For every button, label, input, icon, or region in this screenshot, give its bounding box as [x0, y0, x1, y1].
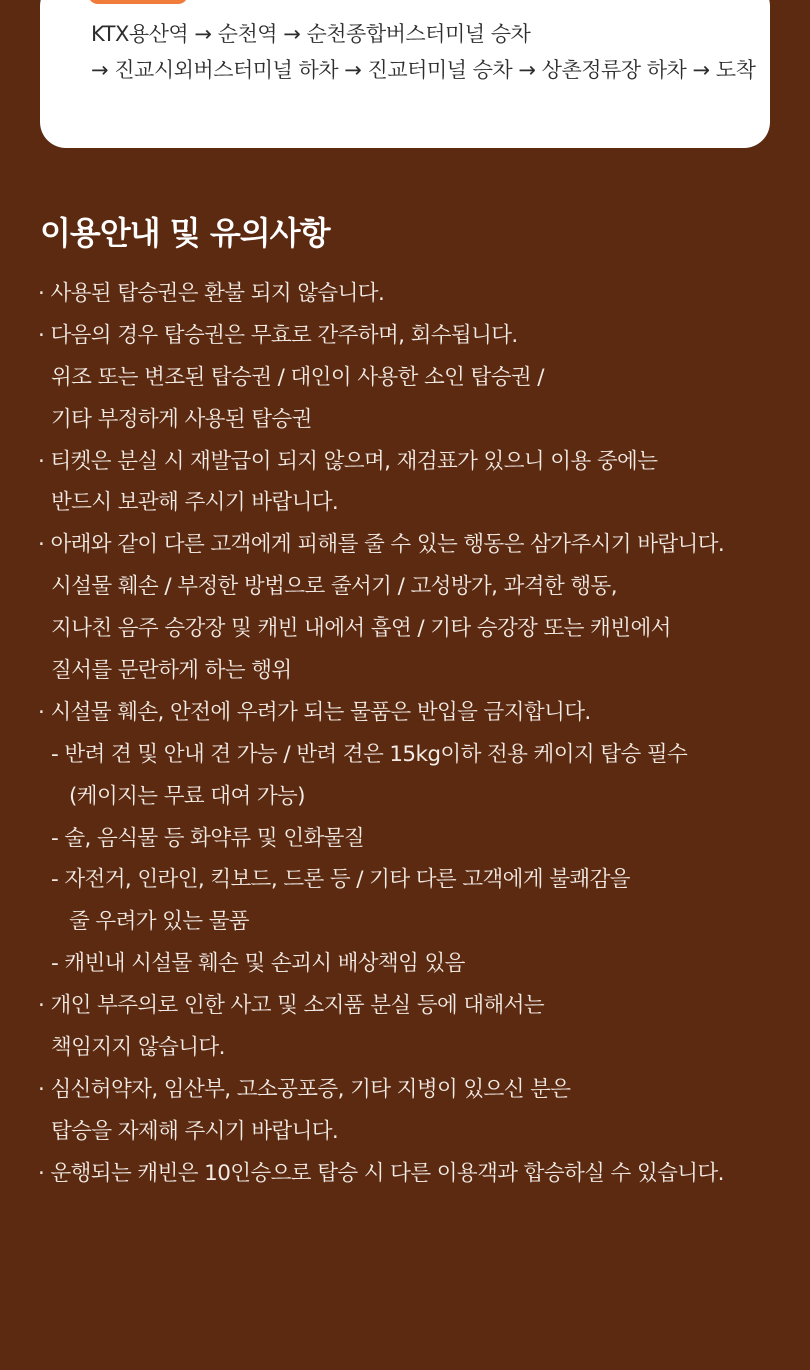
notice-line: · 개인 부주의로 인한 사고 및 소지품 분실 등에 대해서는	[38, 993, 545, 1019]
notice-line: 탑승을 자제해 주시기 바랍니다.	[51, 1118, 339, 1144]
notice-line: · 심신허약자, 임산부, 고소공포증, 기타 지병이 있으신 분은	[38, 1076, 571, 1102]
notice-line: - 캐빈내 시설물 훼손 및 손괴시 배상책임 있음	[51, 951, 465, 977]
notice-line: 지나친 음주 승강장 및 캐빈 내에서 흡연 / 기타 승강장 또는 캐빈에서	[51, 616, 671, 642]
notice-line: · 사용된 탑승권은 환불 되지 않습니다.	[38, 281, 385, 306]
route-tag-chip	[88, 0, 188, 4]
notice-line: - 술, 음식물 등 화약류 및 인화물질	[51, 825, 364, 851]
notice-line: 책임지지 않습니다.	[51, 1035, 225, 1061]
notice-list	[38, 278, 778, 1200]
notice-line: (케이지는 무료 대여 가능)	[69, 783, 305, 809]
notice-line: 줄 우려가 있는 물품	[69, 909, 250, 935]
notice-line: · 티켓은 분실 시 재발급이 되지 않으며, 재검표가 있으니 이용 중에는	[38, 448, 658, 474]
notice-line: - 반려 견 및 안내 견 가능 / 반려 견은 15kg이하 전용 케이지 탑승 필수	[51, 741, 688, 767]
notice-line: · 운행되는 캐빈은 10인승으로 탑승 시 다른 이용객과 합승하실 수 있습니다.	[38, 1160, 724, 1186]
notice-line: 반드시 보관해 주시기 바랍니다.	[51, 490, 339, 516]
route-line-2: → 진교시외버스터미널 하차 → 진교터미널 승차 → 상촌정류장 하차 → 도착	[91, 58, 756, 82]
notice-line: - 자전거, 인라인, 킥보드, 드론 등 / 기타 다른 고객에게 불쾌감을	[51, 867, 630, 893]
notice-line: 위조 또는 변조된 탑승권 / 대인이 사용한 소인 탑승권 /	[51, 364, 544, 390]
route-line-1: KTX용산역 → 순천역 → 순천종합버스터미널 승차	[91, 22, 531, 46]
notice-title: 이용안내 및 유의사항	[40, 214, 330, 252]
notice-line: 기타 부정하게 사용된 탑승권	[51, 406, 312, 432]
notice-line: · 시설물 훼손, 안전에 우려가 되는 물품은 반입을 금지합니다.	[38, 699, 591, 725]
notice-line: · 아래와 같이 다른 고객에게 피해를 줄 수 있는 행동은 삼가주시기 바랍니다.	[38, 532, 725, 558]
notice-line: · 다음의 경우 탑승권은 무효로 간주하며, 회수됩니다.	[38, 322, 518, 348]
notice-line: 시설물 훼손 / 부정한 방법으로 줄서기 / 고성방가, 과격한 행동,	[51, 574, 617, 600]
notice-line: 질서를 문란하게 하는 행위	[51, 658, 292, 684]
